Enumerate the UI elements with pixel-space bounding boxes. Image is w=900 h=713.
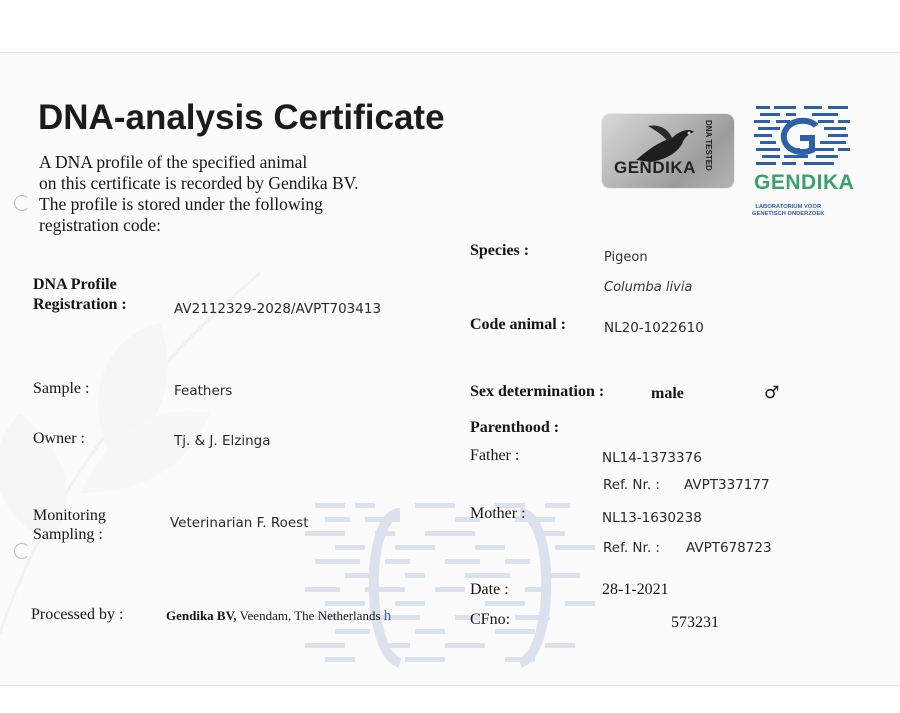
handwritten-mark: h	[383, 608, 392, 624]
processed-label: Processed by :	[31, 606, 124, 623]
mother-ref-value: AVPT678723	[686, 540, 772, 556]
punch-hole-icon	[14, 195, 30, 211]
registration-value: AV2112329-2028/AVPT703413	[174, 301, 382, 317]
parenthood-label: Parenthood :	[470, 419, 560, 436]
species-latin: Columba livia	[604, 280, 693, 295]
badge-label: GENDIKA	[614, 158, 696, 177]
gendika-wordmark: GENDIKA	[754, 171, 855, 194]
intro-line: on this certificate is recorded by Gendika BV.	[39, 173, 359, 193]
intro-line: registration code:	[39, 215, 161, 235]
intro-line: The profile is stored under the following	[39, 194, 323, 214]
sample-value: Feathers	[174, 383, 233, 399]
tagline-line: GENETISCH ONDERZOEK	[752, 211, 825, 217]
owner-label: Owner :	[33, 430, 85, 447]
processed-value	[166, 608, 391, 625]
processed-company: Gendika BV,	[166, 608, 237, 623]
species-label: Species :	[470, 242, 530, 259]
monitoring-label: Monitoring	[33, 507, 106, 524]
date-value: 28-1-2021	[602, 581, 669, 598]
owner-value: Tj. & J. Elzinga	[174, 433, 271, 449]
sample-label: Sample :	[33, 380, 90, 397]
cfno-label: CFno:	[470, 611, 511, 628]
tagline-line: LABORATORIUM VOOR	[755, 204, 822, 210]
intro-text	[39, 152, 358, 236]
father-ref-value: AVPT337177	[684, 477, 770, 493]
father-label: Father :	[470, 447, 520, 464]
mother-value: NL13-1630238	[602, 510, 702, 526]
father-value: NL14-1373376	[602, 450, 702, 466]
processed-location: Veendam, The Netherlands	[236, 608, 381, 623]
dna-tested-badge	[602, 114, 734, 188]
cfno-value: 573231	[671, 614, 719, 631]
sex-value: male	[651, 385, 684, 402]
mother-ref-label: Ref. Nr. :	[603, 540, 660, 556]
gendika-tagline	[752, 204, 824, 218]
code-animal-label: Code animal :	[470, 316, 566, 333]
species-common: Pigeon	[604, 250, 648, 265]
mother-label: Mother :	[470, 505, 526, 522]
registration-label: Registration :	[33, 296, 127, 313]
badge-side-label: DNA TESTED	[704, 120, 713, 171]
intro-line: A DNA profile of the specified animal	[39, 152, 308, 172]
male-symbol-icon: ♂	[764, 383, 780, 403]
monitoring-value: Veterinarian F. Roest	[170, 515, 309, 531]
gendika-logo-icon	[754, 104, 852, 168]
father-ref-label: Ref. Nr. :	[603, 477, 660, 493]
registration-label: DNA Profile	[33, 276, 117, 293]
certificate-title: DNA-analysis Certificate	[38, 98, 445, 137]
monitoring-label: Sampling :	[33, 526, 103, 543]
sex-label: Sex determination :	[470, 383, 605, 400]
punch-hole-icon	[14, 543, 30, 559]
date-label: Date :	[470, 581, 509, 598]
code-animal-value: NL20-1022610	[604, 320, 704, 336]
gendika-watermark	[305, 493, 615, 686]
